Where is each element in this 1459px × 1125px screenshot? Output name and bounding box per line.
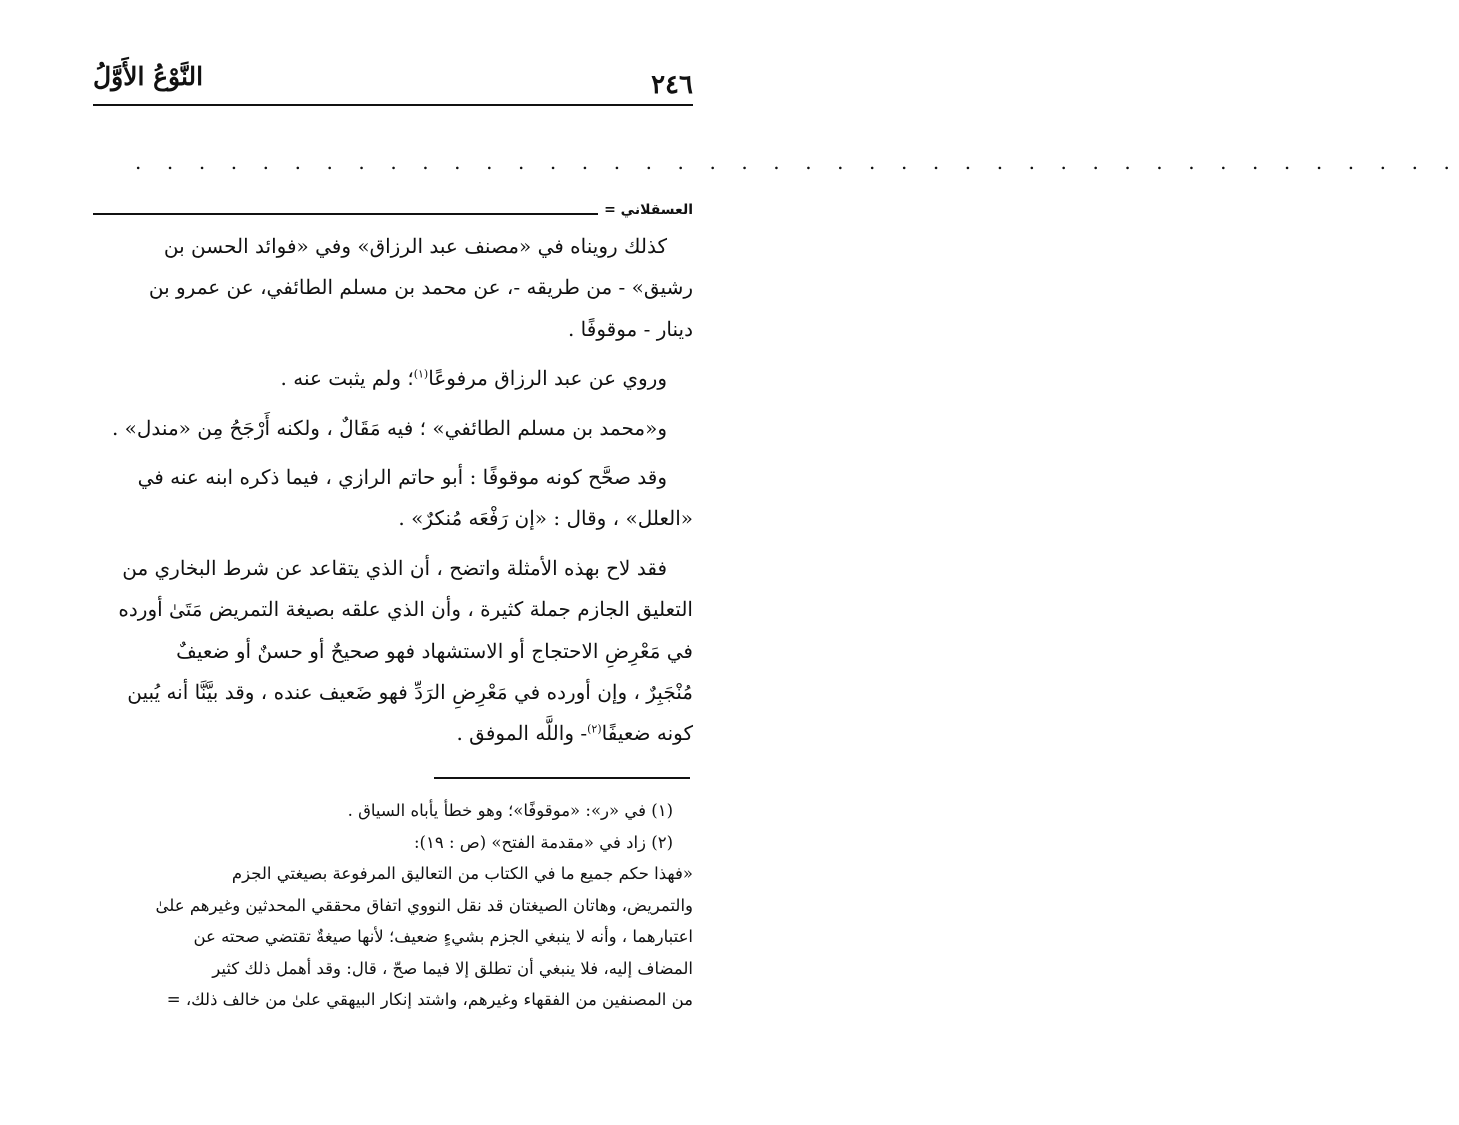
text-segment: وروي عن عبد الرزاق مرفوعًا (428, 366, 667, 391)
text-segment: - واللَّه الموفق . (456, 721, 588, 746)
page-header (93, 62, 693, 102)
footnote-ref: (١) (413, 367, 429, 381)
paragraph-line: كذلك رويناه في «مصنف عبد الرزاق» وفي «فوائد الحسن بن (163, 234, 667, 258)
section-marker (93, 202, 693, 228)
text-segment: كونه ضعيفًا (601, 721, 693, 746)
paragraph-line: في مَعْرِضِ الاحتجاج أو الاستشهاد فهو صحيحٌ أو حسنٌ أو ضعيفٌ (176, 638, 693, 663)
footnote-ref: (٢) (587, 722, 602, 736)
paragraph-line: «العلل» ، وقال : «إن رَفْعَه مُنكرٌ» . (398, 506, 693, 531)
paragraph-line: رشيق» - من طريقه -، عن محمد بن مسلم الطائفي، عن عمرو بن (148, 275, 693, 300)
paragraph-line: التعليق الجازم جملة كثيرة ، وأن الذي علقه بصيغة التمريض مَتَىٰ أورده (118, 597, 693, 622)
paragraph-line: مُنْجَبِرٌ ، وإن أورده في مَعْرِضِ الرَدِّ فهو ضَعيف عنده ، وقد بيَّنَّا أنه يُبين (127, 680, 693, 705)
section-label: العسقلاني = (598, 202, 693, 218)
separator-dots: . . . . . . . . . . . . . . . . . . . . . . . . . . . . . . . . . . . . . . . . . . (135, 150, 1459, 174)
paragraph-line: و«محمد بن مسلم الطائفي» ؛ فيه مَقَالٌ ، ولكنه أَرْجَحُ مِن «مندل» . (111, 415, 667, 440)
footnote-line: اعتبارهما ، وأنه لا ينبغي الجزم بشيءٍ ضعيف؛ لأنها صيغةٌ تقتضي صحته عن (193, 927, 693, 946)
page-number: ٢٤٦ (651, 70, 693, 100)
footnote-rule (434, 777, 690, 779)
footnote-line: المضاف إليه، فلا ينبغي أن تطلق إلا فيما صحّ ، قال: وقد أهمل ذلك كثير (212, 958, 693, 978)
footnote-2: (٢) زاد في «مقدمة الفتح» (ص : ١٩): (414, 832, 673, 852)
section-rule (93, 213, 611, 215)
header-rule (93, 104, 693, 106)
running-title: النَّوْعُ الأَوَّلُ (93, 62, 204, 91)
paragraph (93, 358, 693, 399)
footnote-line: من المصنفين من الفقهاء وغيرهم، واشتد إنكار البيهقي علىٰ من خالف ذلك، = (166, 990, 693, 1009)
footnote-1: (١) في «ر»: «موقوفًا»؛ وهو خطأ يأباه السياق . (347, 801, 673, 820)
paragraph-line: وقد صحَّح كونه موقوفًا : أبو حاتم الرازي ، فيما ذكره ابنه عنه في (137, 465, 667, 490)
footnotes (93, 795, 693, 1016)
paragraph-line: فقد لاح بهذه الأمثلة واتضح ، أن الذي يتقاعد عن شرط البخاري من (122, 555, 667, 580)
text-segment: ؛ ولم يثبت عنه . (280, 366, 414, 391)
footnote-line: والتمريض، وهاتان الصيغتان قد نقل النووي اتفاق محققي المحدثين وغيرهم علىٰ (155, 895, 693, 915)
paragraph-line: دينار - موقوفًا . (567, 316, 693, 341)
main-text (93, 226, 693, 755)
footnote-line: «فهذا حكم جميع ما في الكتاب من التعاليق المرفوعة بصيغتي الجزم (231, 864, 693, 883)
paragraph (93, 713, 693, 754)
